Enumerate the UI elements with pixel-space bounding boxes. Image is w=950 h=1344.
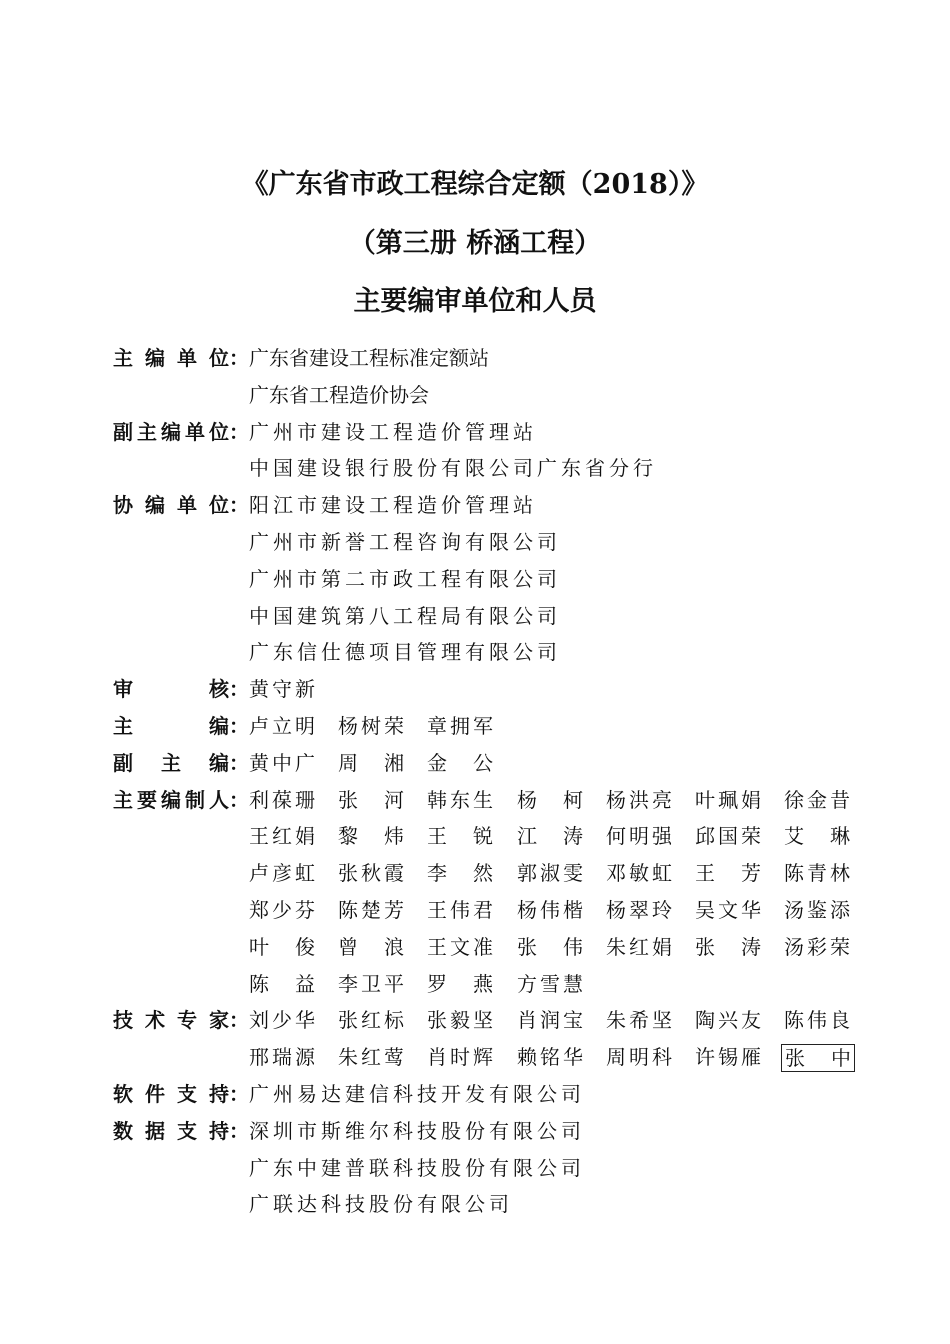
- person-name: 章 拥 军: [427, 714, 493, 738]
- person-name: 艾 琳: [784, 824, 850, 849]
- chief-editor-label: 主 编 ：: [113, 708, 243, 745]
- person-name: 利 葆 珊: [249, 787, 315, 812]
- person-name: 卢 彦 虹: [249, 861, 315, 886]
- compilers-label: 主 要 编 制 人 ：: [113, 782, 243, 819]
- software-support-label: 软 件 支 持 ：: [113, 1076, 243, 1113]
- person-name: 杨 洪 亮: [606, 787, 672, 812]
- person-name: 吴 文 华: [695, 898, 761, 922]
- organization-name: 广东中建普联科技股份有限公司: [249, 1155, 585, 1180]
- organization-name: 深圳市斯维尔科技股份有限公司: [249, 1118, 585, 1143]
- software-support-label-text: 软 件 支 持: [113, 1082, 229, 1106]
- assist-unit-label-text: 协 编 单 位: [113, 493, 229, 518]
- person-name: 张 红 标: [338, 1008, 404, 1033]
- document-subtitle: （第三册 桥涵工程）: [348, 228, 602, 259]
- person-name: 陈 益: [249, 971, 315, 996]
- person-name: 王 红 娟: [249, 824, 315, 849]
- person-name: 李 然: [427, 861, 493, 886]
- person-name: 王 锐: [427, 824, 493, 849]
- person-name: 朱 红 莺: [338, 1045, 404, 1070]
- organization-name: 中国建筑第八工程局有限公司: [249, 603, 561, 628]
- organization-name: 广东省工程造价协会: [249, 382, 429, 407]
- organization-name: 阳江市建设工程造价管理站: [249, 493, 537, 518]
- person-name: 杨 翠 玲: [606, 898, 672, 922]
- data-support-label: 数 据 支 持 ：: [113, 1113, 243, 1150]
- person-name: 刘 少 华: [249, 1008, 315, 1033]
- person-name: 朱 希 坚: [606, 1008, 672, 1033]
- person-name: 叶 珮 娟: [695, 787, 761, 812]
- person-name: 张 伟: [517, 934, 583, 959]
- organization-name: 广联达科技股份有限公司: [249, 1192, 513, 1217]
- person-name: 李 卫 平: [338, 971, 404, 996]
- person-name: 何 明 强: [606, 824, 672, 849]
- person-name: 肖 润 宝: [517, 1008, 583, 1033]
- person-name: 郑 少 芬: [249, 898, 315, 922]
- organization-name: 广州易达建信科技开发有限公司: [249, 1082, 585, 1106]
- experts-label: 技 术 专 家 ：: [113, 1002, 243, 1039]
- deputy-editor-label: 副 主 编 ：: [113, 745, 243, 782]
- person-name: 郭 淑 雯: [517, 861, 583, 886]
- person-name: 陶 兴 友: [695, 1008, 761, 1033]
- person-name: 方 雪 慧: [517, 971, 583, 996]
- person-name: 周 湘: [338, 750, 404, 775]
- review-label-text: 审 核: [113, 677, 229, 702]
- person-name: 张 中: [781, 1044, 855, 1072]
- person-name: 江 涛: [517, 824, 583, 849]
- person-name: 肖 时 辉: [427, 1045, 493, 1070]
- person-name: 汤 鉴 添: [784, 898, 850, 922]
- person-name: 金 公: [427, 750, 493, 775]
- person-name: 罗 燕: [427, 971, 493, 996]
- deputy-editor-label-text: 副 主 编: [113, 750, 229, 775]
- organization-name: 广州市第二市政工程有限公司: [249, 566, 561, 591]
- person-name: 陈 青 林: [784, 861, 850, 886]
- experts-label-text: 技 术 专 家: [113, 1008, 229, 1033]
- person-name: 王 伟 君: [427, 898, 493, 922]
- person-name: 张 河: [338, 787, 404, 812]
- organization-name: 广东信仕德项目管理有限公司: [249, 640, 561, 665]
- person-name: 张 秋 霞: [338, 861, 404, 886]
- chief-editor-label-text: 主 编: [113, 714, 229, 738]
- chief-unit-label: 主 编 单 位 ：: [113, 340, 243, 377]
- deputy-unit-label: 副 主 编 单 位 ：: [113, 414, 243, 451]
- compilers-label-text: 主 要 编 制 人: [113, 787, 229, 812]
- person-name: 叶 俊: [249, 934, 315, 959]
- person-name: 周 明 科: [606, 1045, 672, 1070]
- chief-unit-label-text: 主 编 单 位: [113, 346, 229, 370]
- person-name: 汤 彩 荣: [784, 934, 850, 959]
- person-name: 黄 守 新: [249, 677, 315, 702]
- person-name: 赖 铭 华: [517, 1045, 583, 1070]
- person-name: 杨 伟 楷: [517, 898, 583, 922]
- person-name: 张 涛: [695, 934, 761, 959]
- person-name: 张 毅 坚: [427, 1008, 493, 1033]
- person-name: 邱 国 荣: [695, 824, 761, 849]
- person-name: 邢 瑞 源: [249, 1045, 315, 1070]
- person-name: 黎 炜: [338, 824, 404, 849]
- person-name: 王 芳: [695, 861, 761, 886]
- person-name: 曾 浪: [338, 934, 404, 959]
- person-name: 陈 楚 芳: [338, 898, 404, 922]
- person-name: 杨 柯: [517, 787, 583, 812]
- document-title: 《广东省市政工程综合定额（2018）》: [241, 169, 709, 200]
- person-name: 杨 树 荣: [338, 714, 404, 738]
- deputy-unit-label-text: 副 主 编 单 位: [113, 419, 229, 444]
- person-name: 韩 东 生: [427, 787, 493, 812]
- organization-name: 中国建设银行股份有限公司广东省分行: [249, 456, 657, 481]
- review-label: 审 核 ：: [113, 671, 243, 708]
- person-name: 陈 伟 良: [784, 1008, 850, 1033]
- organization-name: 广州市新誉工程咨询有限公司: [249, 530, 561, 554]
- section-heading: 主要编审单位和人员: [353, 286, 597, 317]
- organization-name: 广州市建设工程造价管理站: [249, 419, 537, 444]
- person-name: 徐 金 昔: [784, 787, 850, 812]
- person-name: 卢 立 明: [249, 714, 315, 738]
- data-support-label-text: 数 据 支 持: [113, 1118, 229, 1143]
- person-name: 王 文 准: [427, 934, 493, 959]
- person-name: 许 锡 雁: [695, 1045, 761, 1070]
- organization-name: 广东省建设工程标准定额站: [249, 346, 489, 370]
- person-name: 邓 敏 虹: [606, 861, 672, 886]
- person-name: 朱 红 娟: [606, 934, 672, 959]
- assist-unit-label: 协 编 单 位 ：: [113, 487, 243, 524]
- person-name: 黄 中 广: [249, 750, 315, 775]
